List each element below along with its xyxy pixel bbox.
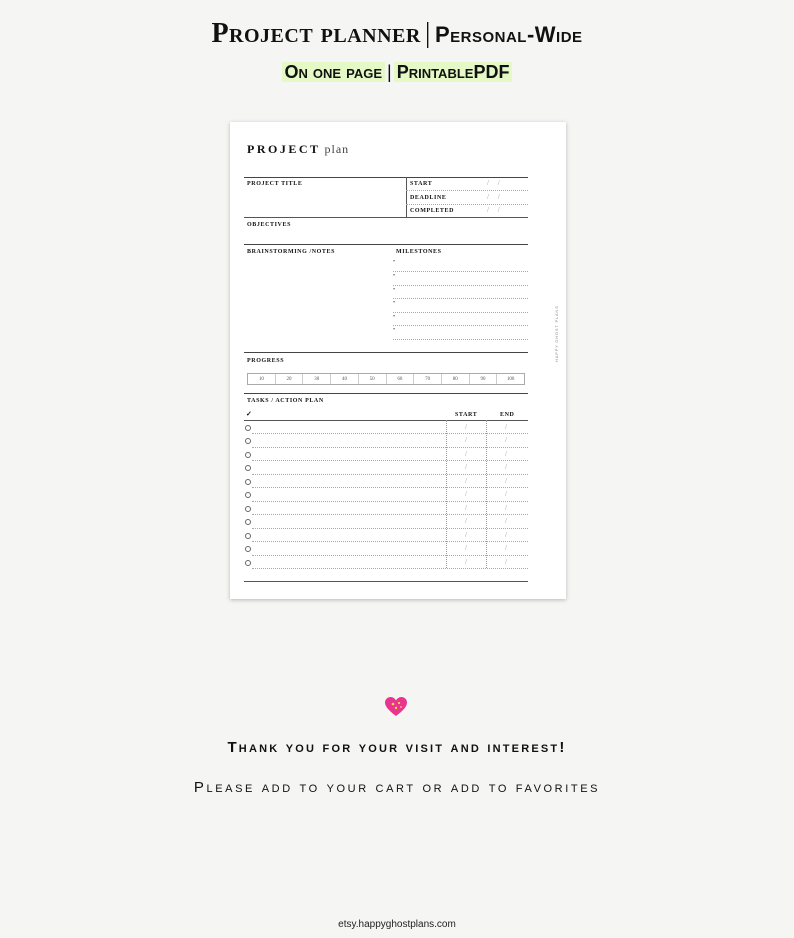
start-line [406,190,528,191]
progress-step: 80 [442,374,470,384]
divider-bottom [244,581,528,582]
task-checkbox-icon [245,438,251,444]
thanks-message: Thank you for your visit and interest! [227,739,567,756]
task-line [252,568,528,569]
task-start-slash: / [465,450,467,458]
milestone-bullet: • [393,273,396,279]
task-start-slash: / [465,436,467,444]
start-date-slashes: / / [487,179,500,187]
task-end-slash: / [505,463,507,471]
task-checkbox-icon [245,425,251,431]
tag-right: PrintablePDF [394,62,513,82]
progress-step: 20 [276,374,304,384]
sheet-title-light: plan [324,142,350,156]
milestone-line [393,312,528,313]
task-end-slash: / [505,544,507,552]
task-line [252,460,528,461]
task-start-slash: / [465,531,467,539]
task-checkbox-icon [245,479,251,485]
task-start-slash: / [465,490,467,498]
task-end-slash: / [505,423,507,431]
milestone-line [393,285,528,286]
task-checkbox-icon [245,492,251,498]
progress-step: 50 [359,374,387,384]
listing-subtitle [0,62,794,83]
milestone-bullet: • [393,314,396,320]
task-line [252,541,528,542]
brainstorming-label: BRAINSTORMING /NOTES [247,249,336,255]
task-line [252,487,528,488]
task-start-slash: / [465,544,467,552]
deadline-line [406,204,528,205]
title-subtitle: Personal-Wide [434,22,583,47]
milestone-line [393,325,528,326]
task-line [252,474,528,475]
task-start-slash: / [465,517,467,525]
deadline-date-slashes: / / [487,193,500,201]
sheet-title-bold: PROJECT [247,142,321,156]
start-label: START [410,181,433,187]
tasks-start-label: START [455,412,478,418]
task-line [252,555,528,556]
divider-notes [244,244,528,245]
task-line [252,447,528,448]
task-end-slash: / [505,504,507,512]
milestone-line [393,298,528,299]
completed-date-slashes: / / [487,206,500,214]
task-checkbox-icon [245,452,251,458]
task-end-slash: / [505,517,507,525]
check-icon: ✓ [246,410,253,418]
task-start-slash: / [465,558,467,566]
progress-step: 70 [414,374,442,384]
tag-separator: | [387,62,392,82]
progress-step: 60 [387,374,415,384]
task-start-slash: / [465,504,467,512]
tasks-label: TASKS / ACTION PLAN [247,398,324,404]
task-line [252,501,528,502]
task-end-slash: / [505,477,507,485]
divider-top [244,177,528,178]
milestone-bullet: • [393,287,396,293]
task-checkbox-icon [245,560,251,566]
title-date-divider [406,177,407,217]
progress-label: PROGRESS [247,358,285,364]
task-start-slash: / [465,463,467,471]
heart-icon [384,696,408,718]
completed-label: COMPLETED [410,208,455,214]
project-title-label: PROJECT TITLE [247,181,303,187]
task-start-slash: / [465,477,467,485]
brand-vertical: HAPPY GHOST PLANS [554,305,559,362]
tasks-start-divider [446,420,447,568]
footer-url: etsy.happyghostplans.com [338,919,456,930]
deadline-label: DEADLINE [410,195,447,201]
task-end-slash: / [505,450,507,458]
tasks-end-divider [486,420,487,568]
task-end-slash: / [505,490,507,498]
progress-step: 100 [506,376,515,382]
progress-step: 30 [303,374,331,384]
task-checkbox-icon [245,506,251,512]
task-checkbox-icon [245,519,251,525]
objectives-label: OBJECTIVES [247,222,292,228]
task-checkbox-icon [245,546,251,552]
divider-tasks [244,393,528,394]
task-line [252,433,528,434]
task-line [252,528,528,529]
progress-bar [247,373,525,385]
milestone-bullet: • [393,259,396,265]
task-end-slash: / [505,531,507,539]
milestone-line [393,339,528,340]
progress-step: 10 [248,374,276,384]
task-checkbox-icon [245,533,251,539]
tasks-end-label: END [500,412,515,418]
title-separator: | [424,18,431,49]
milestone-bullet: • [393,327,396,333]
progress-step: 90 [470,374,498,384]
milestone-line [393,271,528,272]
task-end-slash: / [505,436,507,444]
divider-progress [244,352,528,353]
task-checkbox-icon [245,465,251,471]
milestones-label: MILESTONES [396,249,442,255]
title-main: Project planner [211,18,421,49]
cart-message: Please add to your cart or add to favorites [193,779,601,796]
task-line [252,514,528,515]
planner-sheet [230,122,566,599]
milestone-bullet: • [393,300,396,306]
tag-left: On one page [282,62,385,82]
task-start-slash: / [465,423,467,431]
listing-title [0,18,794,50]
divider-objectives [244,217,528,218]
task-end-slash: / [505,558,507,566]
sheet-title [247,142,349,157]
progress-step: 40 [331,374,359,384]
